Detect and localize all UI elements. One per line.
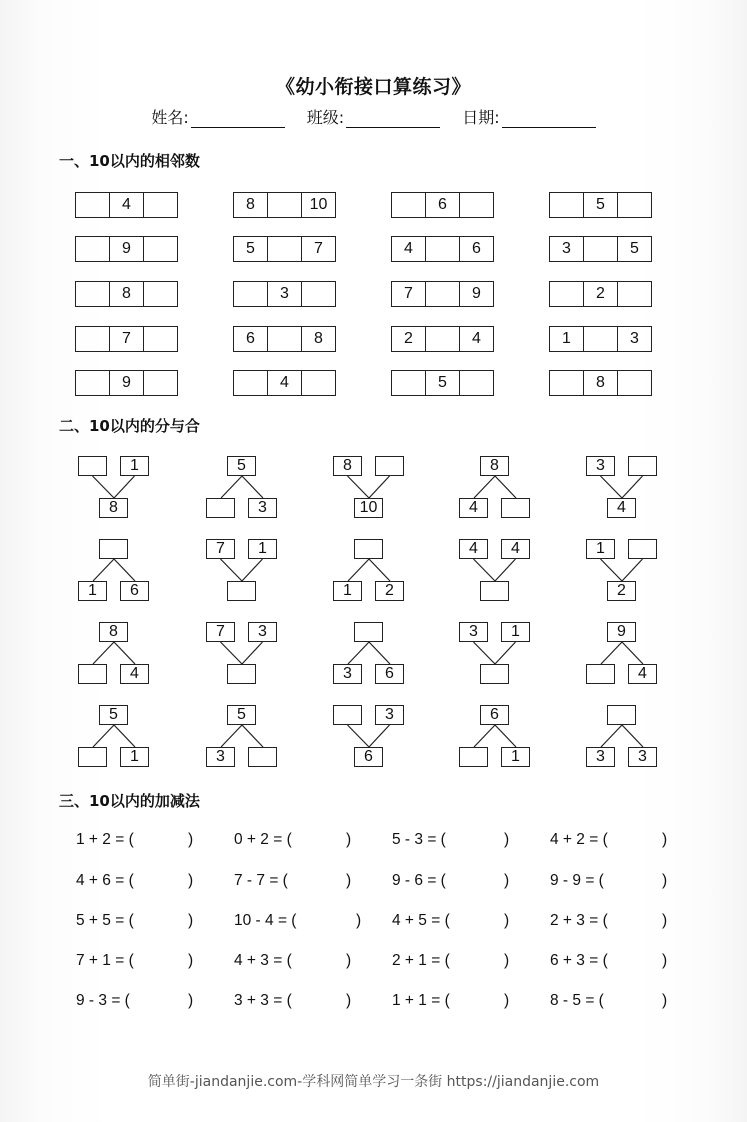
answer-cell[interactable]: [426, 327, 460, 351]
neighbor-number-box: [549, 281, 652, 307]
answer-box[interactable]: [78, 456, 107, 476]
answer-blank[interactable]: [462, 872, 502, 892]
equation: [550, 831, 680, 851]
name-label: 姓名:: [151, 108, 189, 127]
equation: [550, 992, 680, 1012]
close-paren: ): [346, 872, 352, 889]
equation: [76, 912, 206, 932]
equation-expression: 10 - 4 = (: [234, 912, 297, 929]
close-paren: ): [188, 872, 194, 889]
neighbor-number-box: [391, 236, 494, 262]
number-merge-diagram: [329, 705, 409, 769]
equation-expression: 7 - 7 = (: [234, 872, 288, 889]
answer-cell[interactable]: [584, 327, 618, 351]
given-number-cell: 7: [392, 282, 426, 306]
answer-cell[interactable]: [302, 282, 335, 306]
answer-box[interactable]: [607, 705, 636, 725]
answer-box[interactable]: [480, 581, 509, 601]
number-merge-diagram: [202, 539, 282, 603]
given-number-cell: 9: [110, 237, 144, 261]
equation-expression: 4 + 6 = (: [76, 872, 134, 889]
equation-expression: 4 + 2 = (: [550, 831, 608, 848]
number-split-diagram: [582, 705, 662, 769]
close-paren: ): [662, 952, 668, 969]
given-number-box: 4: [120, 664, 149, 684]
given-number-cell: 7: [314, 240, 323, 257]
answer-box[interactable]: [628, 539, 657, 559]
given-number-cell: 10: [309, 196, 328, 213]
given-number-cell: 4: [472, 330, 481, 347]
given-number-box: 3: [375, 705, 404, 725]
answer-cell[interactable]: [234, 371, 268, 395]
number-merge-diagram: [455, 539, 535, 603]
given-number-cell: 9: [472, 285, 481, 302]
close-paren: ): [504, 912, 510, 929]
equation: [234, 831, 364, 851]
number-split-diagram: [329, 622, 409, 686]
neighbor-number-box: [75, 370, 178, 396]
number-split-diagram: [329, 539, 409, 603]
given-number-box: 8: [480, 456, 509, 476]
answer-blank[interactable]: [146, 992, 186, 1012]
number-split-diagram: [582, 622, 662, 686]
given-number-cell: 9: [110, 371, 144, 395]
neighbor-number-box: [233, 192, 336, 218]
answer-cell[interactable]: [392, 193, 426, 217]
answer-cell[interactable]: [584, 237, 618, 261]
equation: [392, 912, 522, 932]
given-number-box: 4: [607, 498, 636, 518]
number-merge-diagram: [202, 622, 282, 686]
equation-expression: 7 + 1 = (: [76, 952, 134, 969]
answer-blank[interactable]: [304, 952, 344, 972]
equation-expression: 0 + 2 = (: [234, 831, 292, 848]
given-number-box: 7: [206, 622, 235, 642]
answer-cell[interactable]: [550, 282, 584, 306]
given-number-cell: 3: [268, 282, 302, 306]
answer-cell[interactable]: [144, 371, 177, 395]
equation: [234, 912, 364, 932]
neighbor-number-box: [75, 326, 178, 352]
given-number-box: 1: [586, 539, 615, 559]
answer-blank[interactable]: [620, 872, 660, 892]
number-split-diagram: [74, 705, 154, 769]
equation: [550, 952, 680, 972]
answer-blank[interactable]: [462, 831, 502, 851]
date-label: 日期:: [462, 108, 500, 127]
close-paren: ): [662, 872, 668, 889]
equation-expression: 1 + 1 = (: [392, 992, 450, 1009]
answer-cell[interactable]: [302, 371, 335, 395]
close-paren: ): [188, 912, 194, 929]
given-number-box: 5: [99, 705, 128, 725]
number-split-diagram: [455, 705, 535, 769]
equation-expression: 4 + 3 = (: [234, 952, 292, 969]
equation: [392, 992, 522, 1012]
answer-blank[interactable]: [312, 912, 352, 932]
given-number-box: 8: [99, 498, 128, 518]
section-neighbors-title: 一、10以内的相邻数: [59, 152, 200, 170]
given-number-box: 8: [333, 456, 362, 476]
given-number-box: 1: [501, 747, 530, 767]
given-number-box: 1: [120, 747, 149, 767]
given-number-cell: 5: [630, 240, 639, 257]
number-split-diagram: [455, 456, 535, 520]
answer-cell[interactable]: [426, 282, 460, 306]
given-number-box: 4: [628, 664, 657, 684]
given-number-box: 2: [607, 581, 636, 601]
given-number-box: 7: [206, 539, 235, 559]
given-number-box: 5: [227, 705, 256, 725]
neighbor-number-box: [75, 192, 178, 218]
answer-cell[interactable]: [618, 282, 651, 306]
number-merge-diagram: [74, 456, 154, 520]
answer-cell[interactable]: [76, 237, 110, 261]
answer-box[interactable]: [354, 622, 383, 642]
name-blank[interactable]: [191, 108, 285, 128]
given-number-box: 10: [354, 498, 383, 518]
given-number-cell: 8: [110, 282, 144, 306]
neighbor-number-box: [233, 236, 336, 262]
given-number-cell: 2: [392, 327, 426, 351]
given-number-cell: 8: [584, 371, 618, 395]
answer-box[interactable]: [78, 747, 107, 767]
given-number-cell: 2: [584, 282, 618, 306]
answer-blank[interactable]: [620, 952, 660, 972]
answer-box[interactable]: [78, 664, 107, 684]
given-number-cell: 8: [234, 193, 268, 217]
answer-cell[interactable]: [144, 282, 177, 306]
given-number-cell: 5: [426, 371, 460, 395]
answer-blank[interactable]: [146, 872, 186, 892]
equation-expression: 2 + 3 = (: [550, 912, 608, 929]
answer-cell[interactable]: [460, 193, 493, 217]
answer-box[interactable]: [333, 705, 362, 725]
date-blank[interactable]: [502, 108, 596, 128]
answer-cell[interactable]: [76, 282, 110, 306]
close-paren: ): [504, 992, 510, 1009]
number-split-diagram: [202, 705, 282, 769]
answer-cell[interactable]: [550, 371, 584, 395]
close-paren: ): [662, 912, 668, 929]
given-number-box: 4: [459, 498, 488, 518]
answer-blank[interactable]: [146, 831, 186, 851]
answer-cell[interactable]: [618, 193, 651, 217]
equation-expression: 6 + 3 = (: [550, 952, 608, 969]
neighbor-number-box: [549, 192, 652, 218]
number-split-diagram: [74, 539, 154, 603]
number-merge-diagram: [582, 539, 662, 603]
close-paren: ): [662, 831, 668, 848]
given-number-cell: 3: [550, 237, 584, 261]
equation-expression: 4 + 5 = (: [392, 912, 450, 929]
given-number-box: 6: [354, 747, 383, 767]
class-field: [307, 105, 440, 128]
equation: [76, 952, 206, 972]
answer-box[interactable]: [459, 747, 488, 767]
given-number-cell: 6: [426, 193, 460, 217]
answer-box[interactable]: [501, 498, 530, 518]
close-paren: ): [356, 912, 362, 929]
neighbor-number-box: [391, 192, 494, 218]
close-paren: ): [188, 992, 194, 1009]
equation-expression: 1 + 2 = (: [76, 831, 134, 848]
answer-cell[interactable]: [426, 237, 460, 261]
answer-blank[interactable]: [146, 912, 186, 932]
neighbor-number-box: [549, 370, 652, 396]
close-paren: ): [504, 872, 510, 889]
neighbor-number-box: [233, 326, 336, 352]
student-info-row: [0, 105, 747, 128]
given-number-cell: 5: [234, 237, 268, 261]
answer-blank[interactable]: [304, 831, 344, 851]
given-number-box: 6: [480, 705, 509, 725]
number-merge-diagram: [455, 622, 535, 686]
given-number-box: 1: [501, 622, 530, 642]
equation-expression: 2 + 1 = (: [392, 952, 450, 969]
neighbor-number-box: [75, 281, 178, 307]
given-number-cell: 4: [110, 193, 144, 217]
given-number-box: 2: [375, 581, 404, 601]
close-paren: ): [504, 831, 510, 848]
answer-cell[interactable]: [550, 193, 584, 217]
answer-cell[interactable]: [76, 371, 110, 395]
equation-expression: 9 - 9 = (: [550, 872, 604, 889]
equation: [234, 952, 364, 972]
number-merge-diagram: [329, 456, 409, 520]
name-field: [151, 105, 284, 128]
neighbor-number-box: [549, 236, 652, 262]
given-number-cell: 6: [234, 327, 268, 351]
equation: [392, 952, 522, 972]
given-number-box: 1: [333, 581, 362, 601]
answer-box[interactable]: [375, 456, 404, 476]
number-split-diagram: [74, 622, 154, 686]
given-number-box: 3: [206, 747, 235, 767]
answer-cell[interactable]: [392, 371, 426, 395]
given-number-box: 1: [248, 539, 277, 559]
given-number-cell: 4: [392, 237, 426, 261]
answer-blank[interactable]: [146, 952, 186, 972]
equation: [234, 992, 364, 1012]
answer-box[interactable]: [99, 539, 128, 559]
given-number-box: 3: [459, 622, 488, 642]
equation-expression: 8 - 5 = (: [550, 992, 604, 1009]
answer-box[interactable]: [248, 747, 277, 767]
answer-box[interactable]: [354, 539, 383, 559]
answer-cell[interactable]: [76, 193, 110, 217]
close-paren: ): [188, 831, 194, 848]
answer-cell[interactable]: [460, 371, 493, 395]
number-merge-diagram: [582, 456, 662, 520]
close-paren: ): [504, 952, 510, 969]
class-blank[interactable]: [346, 108, 440, 128]
class-label: 班级:: [306, 108, 345, 127]
given-number-box: 9: [607, 622, 636, 642]
given-number-box: 1: [120, 456, 149, 476]
answer-blank[interactable]: [304, 992, 344, 1012]
given-number-box: 3: [333, 664, 362, 684]
answer-blank[interactable]: [620, 992, 660, 1012]
answer-blank[interactable]: [462, 912, 502, 932]
equation: [76, 992, 206, 1012]
equation: [234, 872, 364, 892]
equation: [392, 831, 522, 851]
section-decomposition-title: 二、10以内的分与合: [59, 417, 200, 435]
close-paren: ): [346, 831, 352, 848]
neighbor-number-box: [233, 281, 336, 307]
answer-blank[interactable]: [462, 992, 502, 1012]
close-paren: ): [346, 952, 352, 969]
answer-box[interactable]: [227, 664, 256, 684]
answer-box[interactable]: [586, 664, 615, 684]
given-number-box: 6: [375, 664, 404, 684]
answer-box[interactable]: [227, 581, 256, 601]
answer-box[interactable]: [206, 498, 235, 518]
equation: [550, 912, 680, 932]
equation-expression: 5 - 3 = (: [392, 831, 446, 848]
answer-cell[interactable]: [144, 237, 177, 261]
answer-cell[interactable]: [268, 237, 302, 261]
answer-cell[interactable]: [144, 327, 177, 351]
given-number-box: 6: [120, 581, 149, 601]
equation: [76, 872, 206, 892]
given-number-box: 8: [99, 622, 128, 642]
neighbor-number-box: [549, 326, 652, 352]
neighbor-number-box: [233, 370, 336, 396]
equation-expression: 3 + 3 = (: [234, 992, 292, 1009]
given-number-box: 5: [227, 456, 256, 476]
given-number-box: 3: [248, 498, 277, 518]
answer-blank[interactable]: [620, 912, 660, 932]
equation: [76, 831, 206, 851]
answer-box[interactable]: [480, 664, 509, 684]
neighbor-number-box: [391, 281, 494, 307]
number-split-diagram: [202, 456, 282, 520]
given-number-box: 4: [501, 539, 530, 559]
worksheet-title: 《幼小衔接口算练习》: [275, 76, 471, 98]
equation-expression: 9 - 6 = (: [392, 872, 446, 889]
answer-box[interactable]: [628, 456, 657, 476]
given-number-box: 4: [459, 539, 488, 559]
given-number-cell: 7: [110, 327, 144, 351]
section-arithmetic-title: 三、10以内的加减法: [59, 792, 200, 810]
given-number-cell: 4: [268, 371, 302, 395]
answer-cell[interactable]: [268, 327, 302, 351]
given-number-box: 3: [586, 456, 615, 476]
given-number-box: 3: [586, 747, 615, 767]
equation: [392, 872, 522, 892]
close-paren: ): [346, 992, 352, 1009]
given-number-cell: 3: [630, 330, 639, 347]
answer-blank[interactable]: [304, 872, 344, 892]
given-number-box: 1: [78, 581, 107, 601]
given-number-cell: 1: [550, 327, 584, 351]
given-number-box: 3: [628, 747, 657, 767]
equation: [550, 872, 680, 892]
given-number-cell: 8: [314, 330, 323, 347]
answer-cell[interactable]: [76, 327, 110, 351]
answer-cell[interactable]: [144, 193, 177, 217]
answer-cell[interactable]: [618, 371, 651, 395]
answer-cell[interactable]: [234, 282, 268, 306]
equation-expression: 9 - 3 = (: [76, 992, 130, 1009]
close-paren: ): [188, 952, 194, 969]
equation-expression: 5 + 5 = (: [76, 912, 134, 929]
neighbor-number-box: [75, 236, 178, 262]
close-paren: ): [662, 992, 668, 1009]
answer-blank[interactable]: [462, 952, 502, 972]
given-number-box: 3: [248, 622, 277, 642]
date-field: [462, 105, 595, 128]
neighbor-number-box: [391, 326, 494, 352]
neighbor-number-box: [391, 370, 494, 396]
given-number-cell: 6: [472, 240, 481, 257]
answer-blank[interactable]: [620, 831, 660, 851]
footer-watermark: 简单街-jiandanjie.com-学科网简单学习一条街 https://jiandanjie.com: [147, 1074, 600, 1090]
given-number-cell: 5: [584, 193, 618, 217]
answer-cell[interactable]: [268, 193, 302, 217]
